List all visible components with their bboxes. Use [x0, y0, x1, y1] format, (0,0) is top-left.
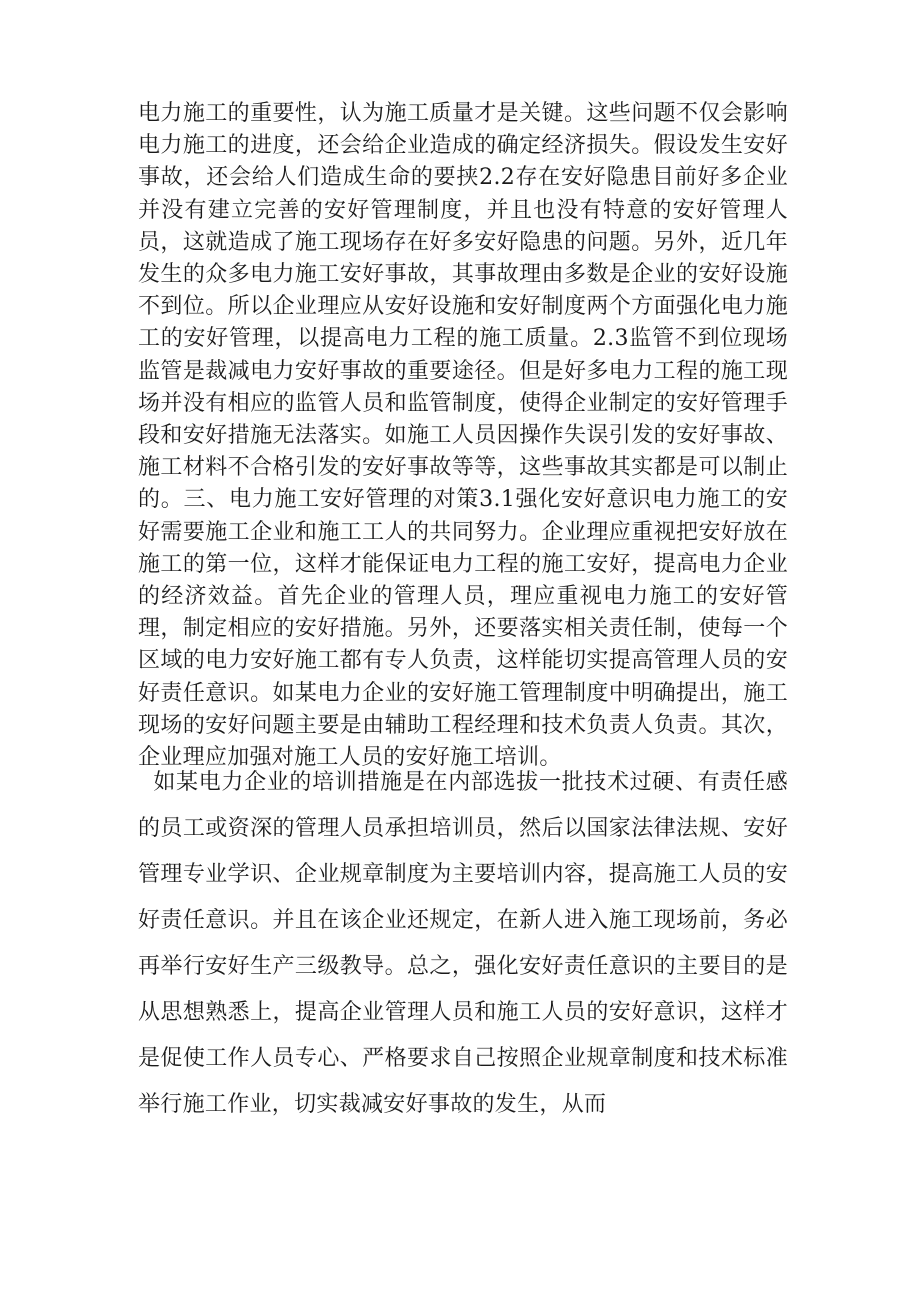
body-paragraph-2: 如某电力企业的培训措施是在内部选拔一批技术过硬、有责任感的员工或资深的管理人员承担培训员，然后以国家法律法规、安好管理专业学识、企业规章制度为主要培训内容，提高施工人员的安好责任意识。并且在该企业还规定，在新人进入施工现场前，务必再举行安好生产三级教导。总之，强化安好责任意识的主要目的是从思想熟悉上，提高企业管理人员和施工人员的安好意识，这样才是促使工作人员专心、严格要求自己按照企业规章制度和技术标准举行施工作业，切实裁减安好事故的发生，从而	[138, 770, 789, 1117]
body-paragraph-1: 电力施工的重要性，认为施工质量才是关键。这些问题不仅会影响电力施工的进度，还会给企业造成的确定经济损失。假设发生安好事故，还会给人们造成生命的要挟2.2存在安好隐患目前好多企业并没有建立完善的安好管理制度，并且也没有特意的安好管理人员，这就造成了施工现场存在好多安好隐患的问题。另外，近几年发生的众多电力施工安好事故，其事故理由多数是企业的安好设施不到位。所以企业理应从安好设施和安好制度两个方面强化电力施工的安好管理，以提高电力工程的施工质量。2.3监管不到位现场监管是裁减电力安好事故的重要途径。但是好多电力工程的施工现场并没有相应的监管人员和监管制度，使得企业制定的安好管理手段和安好措施无法落实。如施工人员因操作失误引发的安好事故、施工材料不合格引发的安好事故等等，这些事故其实都是可以制止的。三、电力施工安好管理的对策3.1强化安好意识电力施工的安好需要施工企业和施工工人的共同努力。企业理应重视把安好放在施工的第一位，这样才能保证电力工程的施工安好，提高电力企业的经济效益。首先企业的管理人员，理应重视电力施工的安好管理，制定相应的安好措施。另外，还要落实相关责任制，使每一个区域的电力安好施工都有专人负责，这样能切实提高管理人员的安好责任意识。如某电力企业的安好施工管理制度中明确提出，施工现场的安好问题主要是由辅助工程经理和技术负责人负责。其次，企业理应加强对施工人员的安好施工培训。	[138, 101, 788, 771]
